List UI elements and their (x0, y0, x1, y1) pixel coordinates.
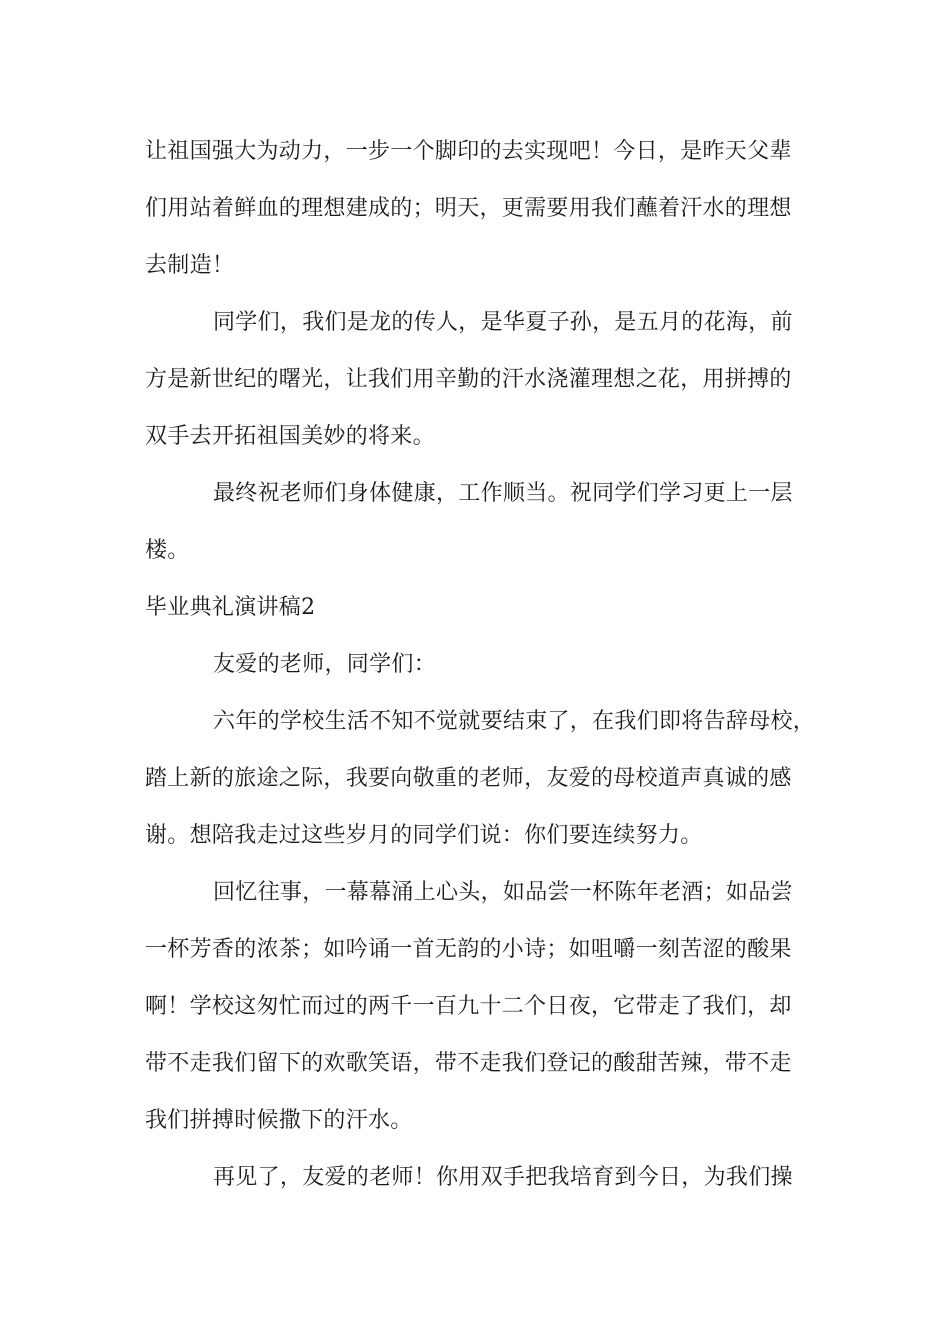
text-line: 我们拼搏时候撒下的汗水。 (145, 1108, 413, 1133)
text-line: 一杯芳香的浓茶；如吟诵一首无韵的小诗；如咀嚼一刻苦涩的酸果 (145, 937, 792, 962)
text-line: 谢。想陪我走过这些岁月的同学们说：你们要连续努力。 (145, 823, 703, 848)
text-line: 楼。 (145, 538, 190, 563)
text-line: 再见了，友爱的老师！你用双手把我培育到今日，为我们操 (213, 1165, 793, 1190)
text-line: 方是新世纪的曙光，让我们用辛勤的汗水浇灌理想之花，用拼搏的 (145, 367, 792, 392)
text-line: 带不走我们留下的欢歌笑语，带不走我们登记的酸甜苦辣，带不走 (145, 1051, 792, 1076)
text-line: 让祖国强大为动力，一步一个脚印的去实现吧！今日，是昨天父辈 (145, 139, 792, 164)
text-line: 啊！学校这匆忙而过的两千一百九十二个日夜，它带走了我们，却 (145, 994, 792, 1019)
section-heading: 毕业典礼演讲稿2 (145, 595, 316, 620)
text-line: 最终祝老师们身体健康，工作顺当。祝同学们学习更上一层 (213, 481, 793, 506)
text-line: 去制造！ (145, 253, 235, 278)
text-line: 六年的学校生活不知不觉就要结束了，在我们即将告辞母校， (213, 709, 816, 734)
text-line: 同学们，我们是龙的传人，是华夏子孙，是五月的花海，前 (213, 310, 793, 335)
text-line: 双手去开拓祖国美妙的将来。 (145, 424, 435, 449)
text-line: 踏上新的旅途之际，我要向敬重的老师，友爱的母校道声真诚的感 (145, 766, 792, 791)
text-line: 们用站着鲜血的理想建成的；明天，更需要用我们蘸着汗水的理想 (145, 196, 792, 221)
salutation: 友爱的老师，同学们： (213, 652, 437, 677)
text-line: 回忆往事，一幕幕涌上心头，如品尝一杯陈年老酒；如品尝 (213, 880, 793, 905)
